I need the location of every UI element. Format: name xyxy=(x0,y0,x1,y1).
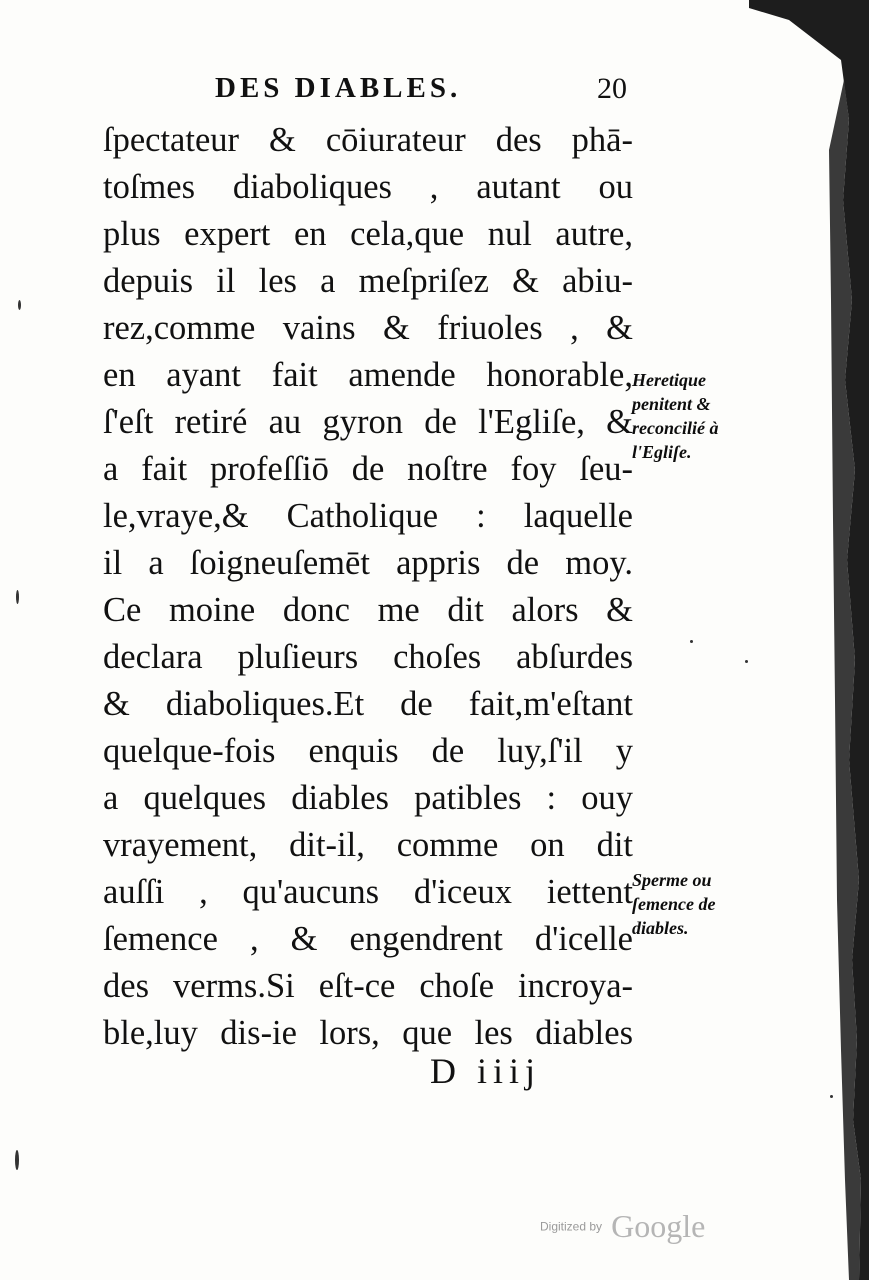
text-line: ſemence , & engendrent d'icelle xyxy=(103,920,633,958)
text-line: declara pluſieurs choſes abſurdes xyxy=(103,638,633,676)
text-line: ſ'eſt retiré au gyron de l'Egliſe, & xyxy=(103,403,633,441)
margin-note-line: Sperme ou xyxy=(632,870,712,890)
text-line: en ayant fait amende honorable, xyxy=(103,356,633,394)
text-line: Ce moine donc me dit alors & xyxy=(103,591,633,629)
text-line: il a ſoigneuſemēt appris de moy. xyxy=(103,544,633,582)
page-number: 20 xyxy=(597,72,627,105)
text-line: ſpectateur & cōiurateur des phā- xyxy=(103,121,633,159)
margin-note-sperme xyxy=(632,868,762,940)
text-line: toſmes diaboliques , autant ou xyxy=(103,168,633,206)
margin-note-line: penitent & xyxy=(632,394,711,414)
text-line: depuis il les a meſpriſez & abiu- xyxy=(103,262,633,300)
page-header xyxy=(215,72,635,112)
digitization-watermark xyxy=(540,1208,705,1248)
scan-speck xyxy=(745,660,748,663)
margin-note-line: reconcilié à xyxy=(632,418,719,438)
text-line: auſſi , qu'aucuns d'iceux iettent xyxy=(103,873,633,911)
text-line: a fait profeſſiō de noſtre foy ſeu- xyxy=(103,450,633,488)
body-text xyxy=(103,117,633,1057)
text-line: rez,comme vains & friuoles , & xyxy=(103,309,633,347)
watermark-prefix: Digitized by xyxy=(540,1219,603,1234)
scan-speck xyxy=(16,590,19,604)
scan-speck xyxy=(690,640,693,643)
page-edge-shadow xyxy=(749,0,869,1280)
text-line: le,vraye,& Catholique : laquelle xyxy=(103,497,633,535)
text-line: quelque-fois enquis de luy,ſ'il y xyxy=(103,732,633,770)
margin-note-line: ſemence de xyxy=(632,894,716,914)
text-line: & diaboliques.Et de fait,m'eſtant xyxy=(103,685,633,723)
margin-note-line: l'Egliſe. xyxy=(632,442,692,462)
margin-note-heretique xyxy=(632,368,762,464)
text-line: des verms.Si eſt-ce choſe incroya- xyxy=(103,967,633,1005)
margin-note-line: Heretique xyxy=(632,370,706,390)
scan-speck xyxy=(15,1150,19,1170)
text-line: ble,luy dis-ie lors, que les diables xyxy=(103,1014,633,1052)
scan-speck xyxy=(18,300,21,310)
scan-speck xyxy=(830,1095,833,1098)
running-title: DES DIABLES. xyxy=(215,72,462,104)
text-line: plus expert en cela,que nul autre, xyxy=(103,215,633,253)
text-line: vrayement, dit-il, comme on dit xyxy=(103,826,633,864)
signature-mark: D iiij xyxy=(430,1051,542,1091)
text-line: a quelques diables patibles : ouy xyxy=(103,779,633,817)
watermark-brand: Google xyxy=(611,1208,706,1244)
margin-note-line: diables. xyxy=(632,918,689,938)
